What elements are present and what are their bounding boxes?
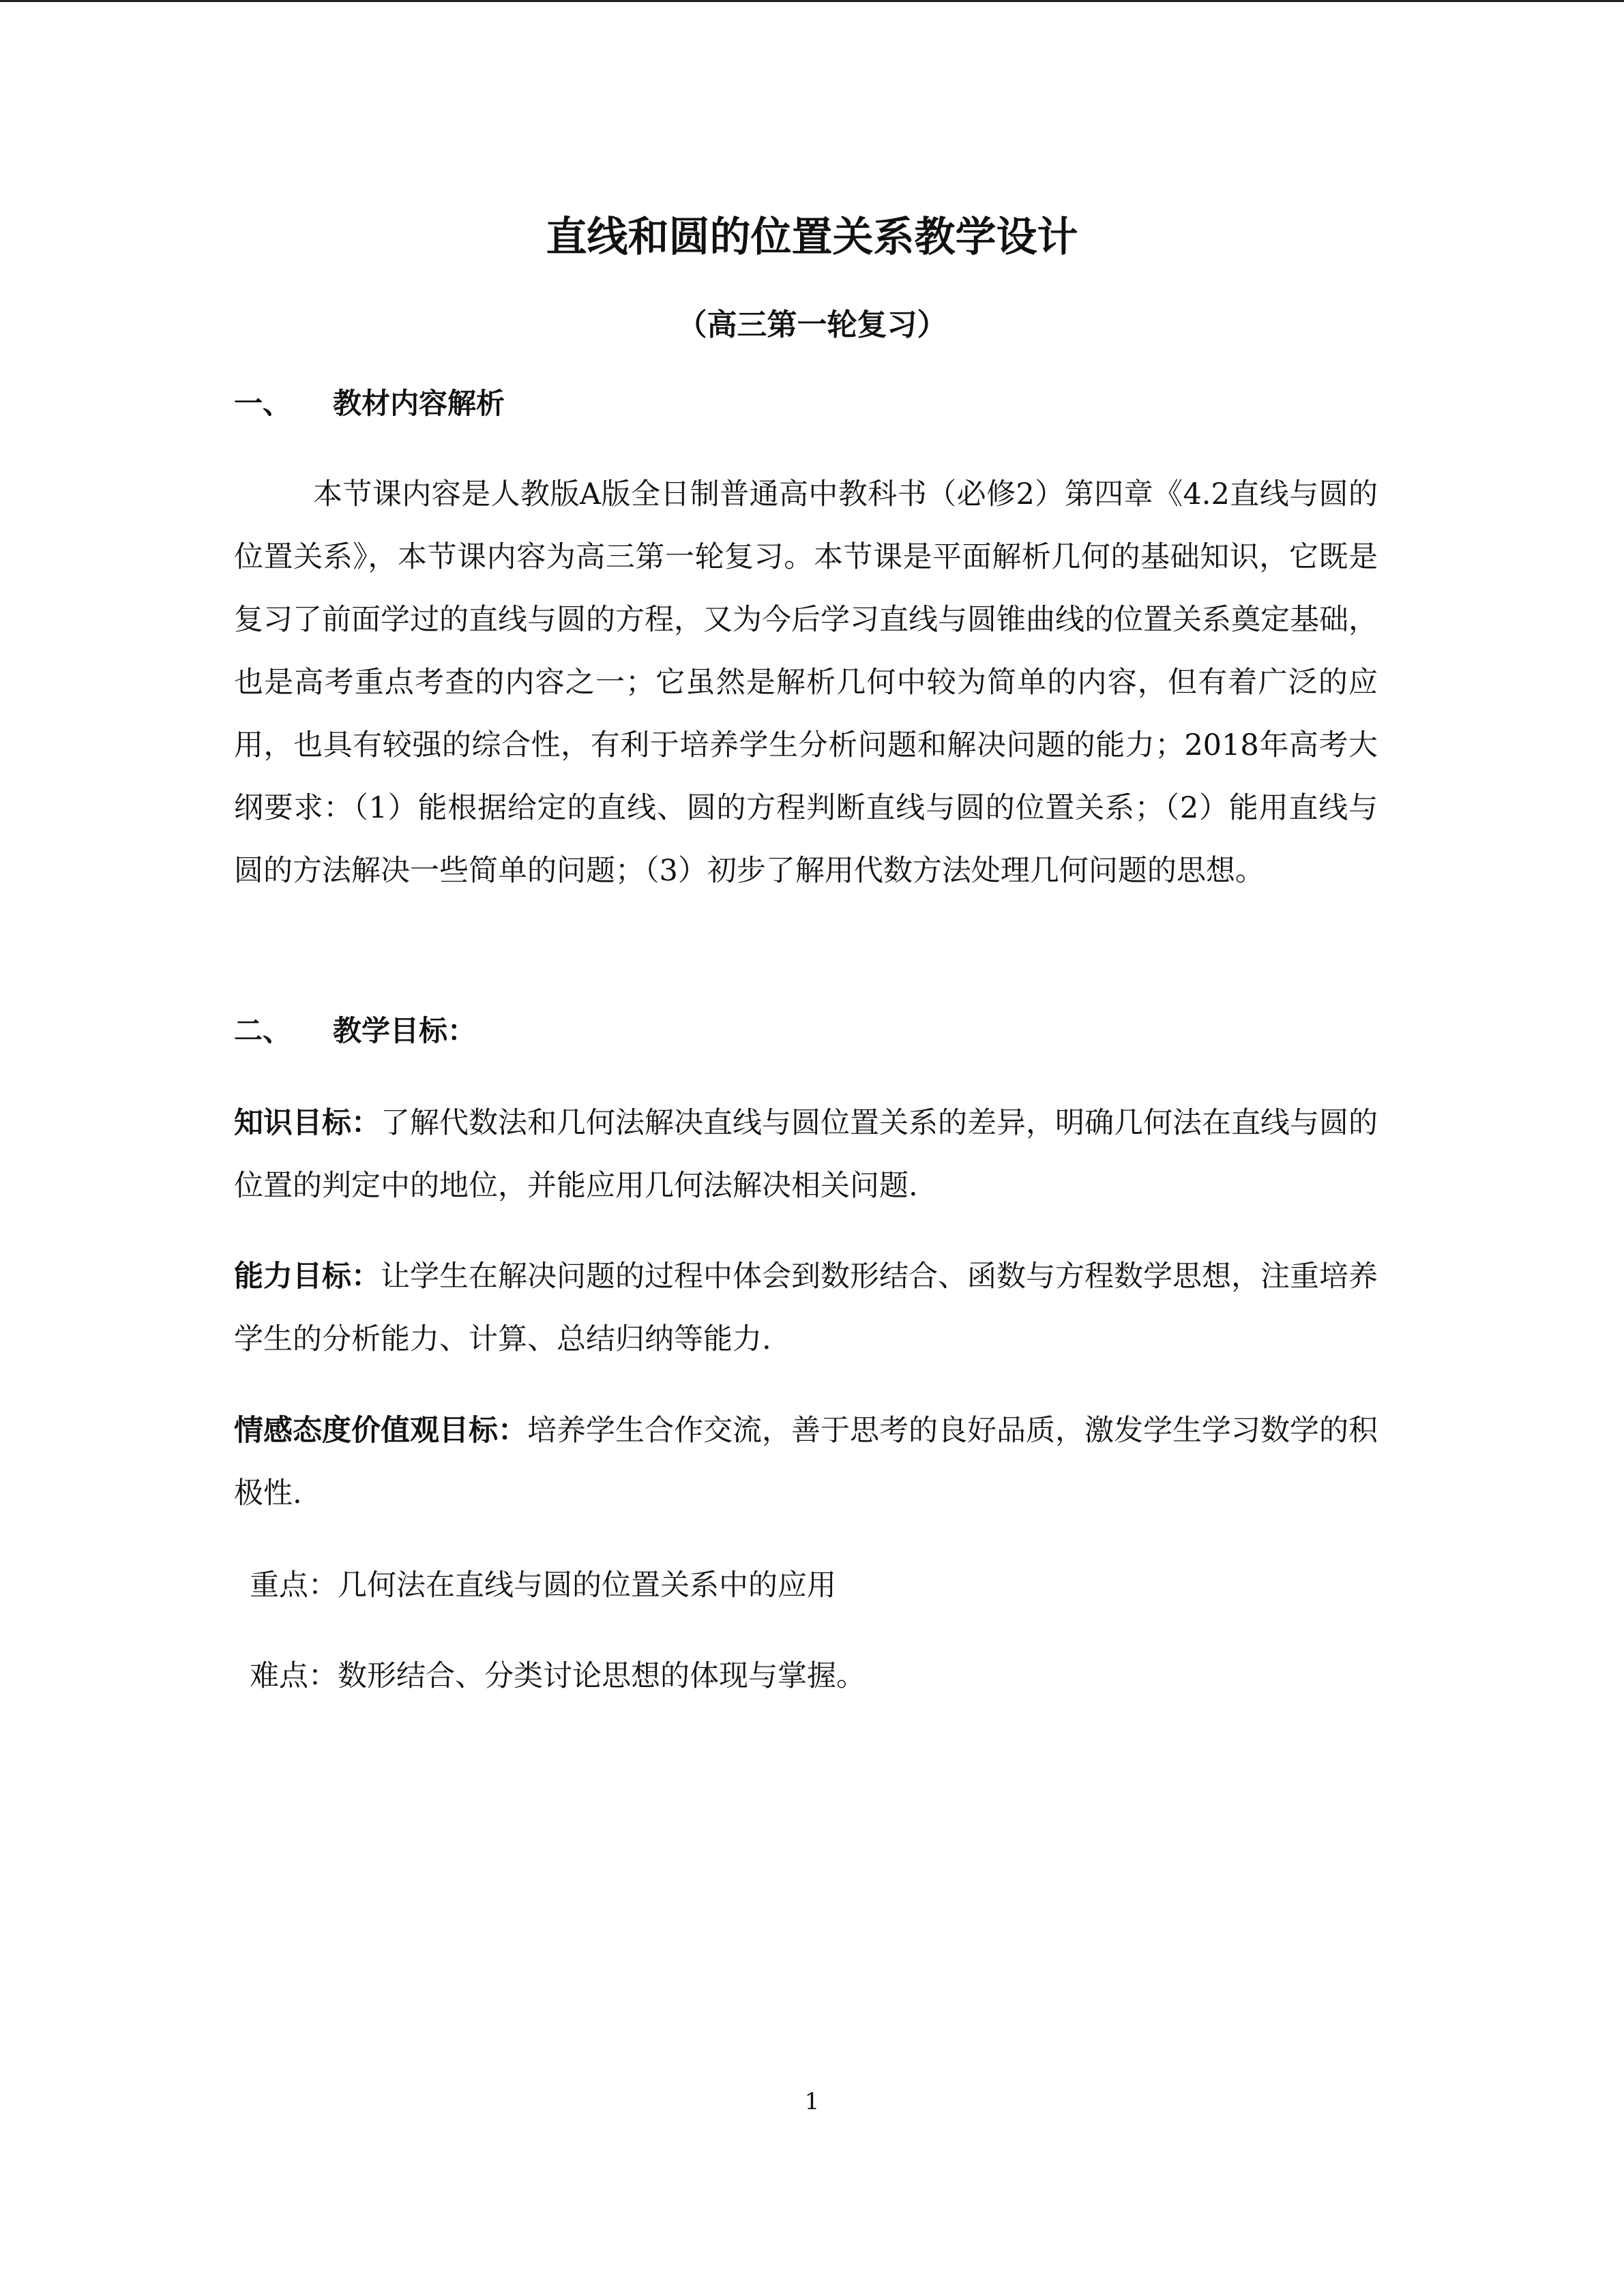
knowledge-objective <box>234 1092 1378 1217</box>
section-1-number: 一、 <box>234 387 292 420</box>
section-1-body: 本节课内容是人教版A版全日制普通高中教科书（必修2）第四章《4.2直线与圆的位置关系》，本节课内容为高三第一轮复习。本节课是平面解析几何的基础知识，它既是复习了前面学过的直线与圆的方程，又为今后学习直线与圆锥曲线的位置关系奠定基础，也是高考重点考查的内容之一；它虽然是解析几何中较为简单的内容，但有着广泛的应用，也具有较强的综合性，有利于培养学生分析问题和解决问题的能力；2018年高考大纲要求：（1）能根据给定的直线、圆的方程判断直线与圆的位置关系；（2）能用直线与圆的方法解决一些简单的问题；（3）初步了解用代数方法处理几何问题的思想。 <box>234 477 1378 888</box>
document-title: 直线和圆的位置关系教学设计 <box>546 213 1078 261</box>
knowledge-objective-label: 知识目标： <box>234 1106 381 1140</box>
section-2-number: 二、 <box>234 1014 292 1047</box>
emotion-objective-label: 情感态度价值观目标： <box>234 1414 527 1448</box>
section-2-heading <box>234 1012 476 1050</box>
difficult-point: 难点：数形结合、分类讨论思想的体现与掌握。 <box>250 1659 866 1693</box>
key-point: 重点：几何法在直线与圆的位置关系中的应用 <box>250 1568 836 1602</box>
page-top-border <box>0 0 1624 2</box>
section-1-heading <box>234 385 505 423</box>
emotion-objective-text: 培养学生合作交流，善于思考的良好品质，激发学生学习数学的积极性. <box>234 1414 1378 1510</box>
document-subtitle: （高三第一轮复习） <box>677 308 947 342</box>
section-1-title: 教材内容解析 <box>333 387 505 420</box>
knowledge-objective-text: 了解代数法和几何法解决直线与圆位置关系的差异，明确几何法在直线与圆的位置的判定中的地位，并能应用几何法解决相关问题. <box>234 1106 1378 1203</box>
ability-objective <box>234 1245 1378 1371</box>
section-2-title: 教学目标： <box>333 1014 477 1047</box>
page-number: 1 <box>804 2088 820 2115</box>
emotion-objective <box>234 1399 1378 1525</box>
ability-objective-text: 让学生在解决问题的过程中体会到数形结合、函数与方程数学思想，注重培养学生的分析能力、计算、总结归纳等能力. <box>234 1259 1378 1356</box>
ability-objective-label: 能力目标： <box>234 1259 381 1294</box>
